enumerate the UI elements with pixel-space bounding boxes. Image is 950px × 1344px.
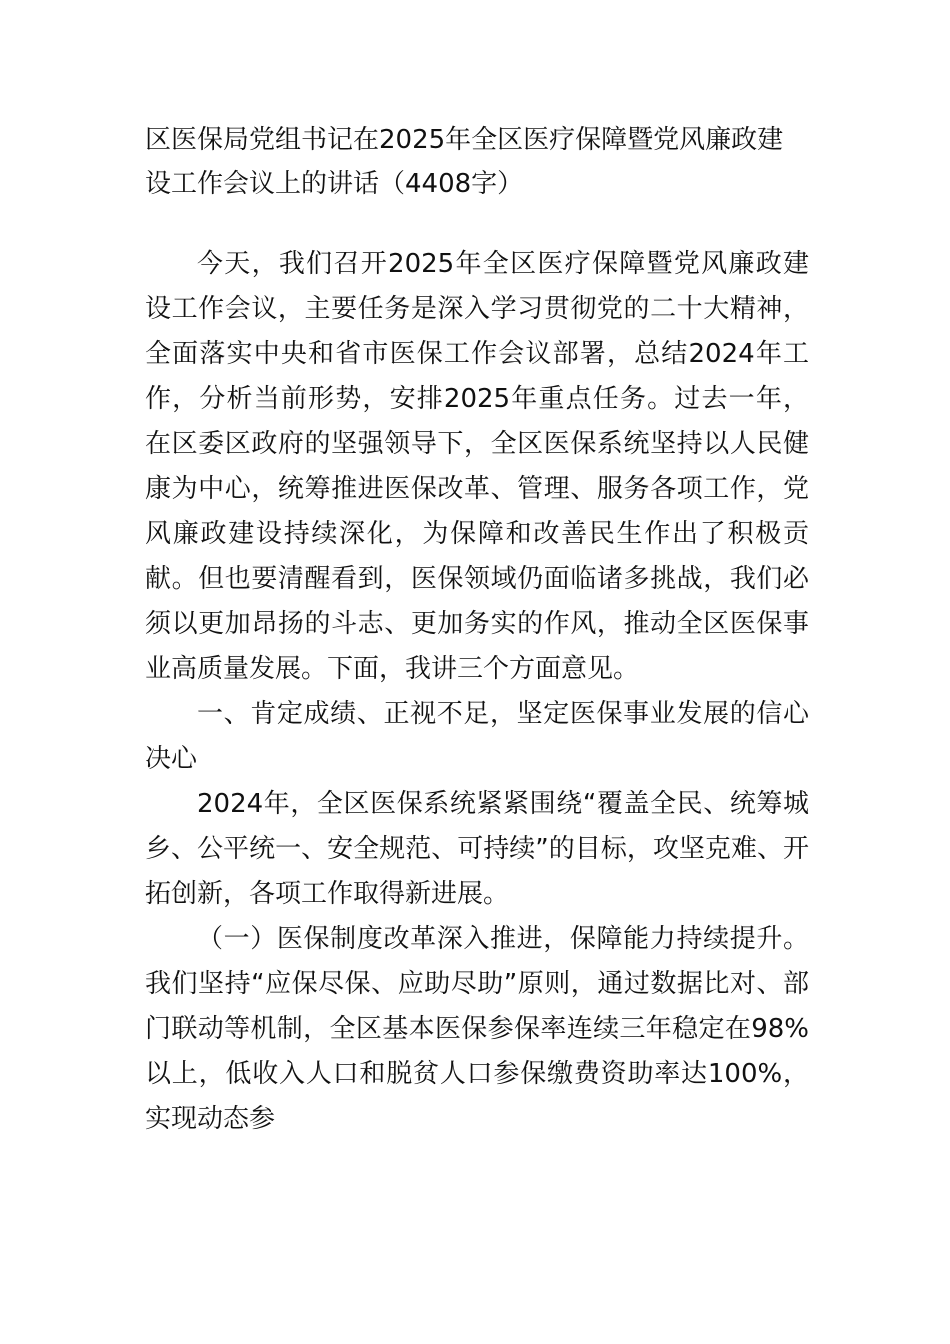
section-heading-1: 一、肯定成绩、正视不足，坚定医保事业发展的信心决心 xyxy=(145,699,809,774)
document-title: 区医保局党组书记在2025年全区医疗保障暨党风廉政建设工作会议上的讲话（4408字） xyxy=(145,125,784,199)
subsection-paragraph-1: （一）医保制度改革深入推进，保障能力持续提升。我们坚持“应保尽保、应助尽助”原则，通过数据比对、部门联动等机制，全区基本医保参保率连续三年稳定在98%以上，低收入人口和脱贫人口参保缴费资助率达100%，实现动态参 xyxy=(145,924,809,1134)
section-intro-paragraph: 2024年，全区医保系统紧紧围绕“覆盖全民、统筹城乡、公平统一、安全规范、可持续”的目标，攻坚克难、开拓创新，各项工作取得新进展。 xyxy=(145,789,809,909)
opening-paragraph: 今天，我们召开2025年全区医疗保障暨党风廉政建设工作会议，主要任务是深入学习贯彻党的二十大精神，全面落实中央和省市医保工作会议部署，总结2024年工作，分析当前形势，安排2025年重点任务。过去一年，在区委区政府的坚强领导下，全区医保系统坚持以人民健康为中心，统筹推进医保改革、管理、服务各项工作，党风廉政建设持续深化，为保障和改善民生作出了积极贡献。但也要清醒看到，医保领域仍面临诸多挑战，我们必须以更加昂扬的斗志、更加务实的作风，推动全区医保事业高质量发展。下面，我讲三个方面意见。 xyxy=(145,249,809,684)
document-page xyxy=(145,118,809,1142)
document-body xyxy=(145,242,809,1142)
